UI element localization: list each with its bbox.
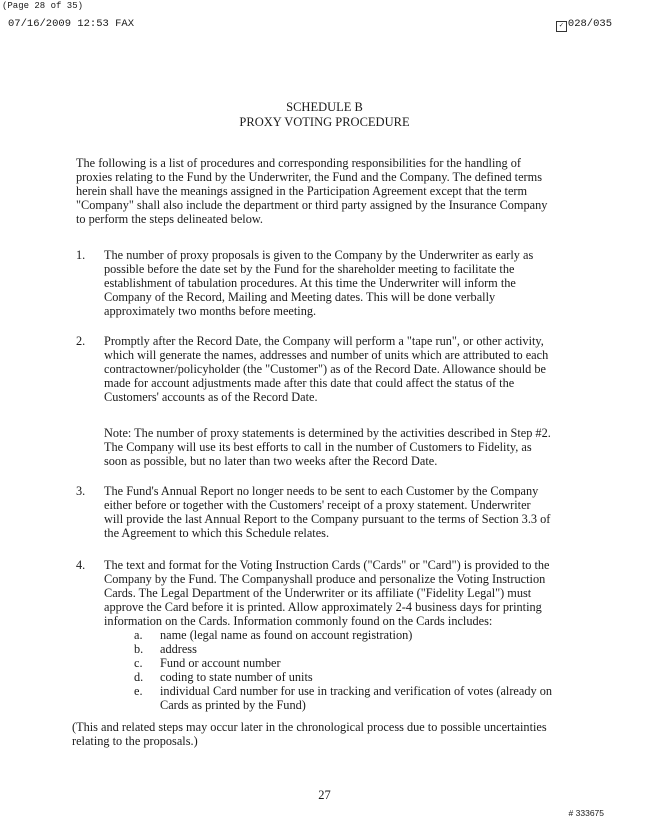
- sub-line: coding to state number of units: [160, 670, 313, 684]
- fax-datetime: 07/16/2009 12:53 FAX: [8, 18, 135, 30]
- item-line: Customers' accounts as of the Record Date.: [104, 390, 318, 404]
- intro-line: The following is a list of procedures and corresponding responsibilities for the handling of: [76, 156, 521, 170]
- note-line: Note: The number of proxy statements is determined by the activities described in Step #2.: [104, 426, 551, 440]
- item-line: possible before the date set by the Fund for the shareholder meeting to facilitate the: [104, 262, 515, 276]
- sub-letter: e.: [134, 684, 143, 698]
- sub-line: name (legal name as found on account registration): [160, 628, 413, 642]
- item-number: 2.: [76, 334, 86, 348]
- note-line: soon as possible, but no later than two weeks after the Record Date.: [104, 454, 438, 468]
- note-paragraph: [104, 426, 556, 468]
- sub-letter: d.: [134, 670, 144, 684]
- document-id: # 333675: [568, 808, 604, 818]
- sub-line: address: [160, 642, 197, 656]
- sub-letter: b.: [134, 642, 144, 656]
- item-line: which will generate the names, addresses and number of units which are attributed to each: [104, 348, 549, 362]
- closing-note: [72, 720, 556, 748]
- sub-line: Cards as printed by the Fund): [160, 698, 306, 712]
- item-line: contractowner/policyholder (the "Customer") as of the Record Date. Allowance should be: [104, 362, 547, 376]
- item-number: 1.: [76, 248, 86, 262]
- procedure-item-2: [76, 334, 556, 404]
- item-number: 4.: [76, 558, 86, 572]
- sub-letter: a.: [134, 628, 143, 642]
- item-line: information on the Cards. Information commonly found on the Cards includes:: [104, 614, 493, 628]
- item-line: Company of the Record, Mailing and Meeting dates. This will be done verbally: [104, 290, 496, 304]
- item-line: Company by the Fund. The Companyshall produce and personalize the Voting Instruction: [104, 572, 546, 586]
- title-line-2: PROXY VOTING PROCEDURE: [239, 115, 410, 129]
- item-line: The Fund's Annual Report no longer needs to be sent to each Customer by the Company: [104, 484, 539, 498]
- note-line: The Company will use its best efforts to call in the number of Customers to Fidelity, as: [104, 440, 532, 454]
- item-line: Cards. The Legal Department of the Underwriter or its affiliate ("Fidelity Legal") must: [104, 586, 532, 600]
- closing-line: relating to the proposals.): [72, 734, 198, 748]
- item-number: 3.: [76, 484, 86, 498]
- card-info-item-e: [134, 684, 556, 712]
- procedure-item-3: [76, 484, 556, 540]
- procedure-item-4: [76, 558, 556, 712]
- closing-line: (This and related steps may occur later in the chronological process due to possible uncertainties: [72, 720, 547, 734]
- schedule-title: [0, 100, 649, 130]
- intro-line: proxies relating to the Fund by the Underwriter, the Fund and the Company. The defined terms: [76, 170, 543, 184]
- intro-line: "Company" shall also include the department or third party assigned by the Insurance Company: [76, 198, 548, 212]
- card-info-item-b: [134, 642, 556, 656]
- card-info-item-c: [134, 656, 556, 670]
- card-info-item-a: [134, 628, 556, 642]
- page-number: 27: [318, 788, 331, 802]
- card-info-item-d: [134, 670, 556, 684]
- item-line: The number of proxy proposals is given to the Company by the Underwriter as early as: [104, 248, 534, 262]
- title-line-1: SCHEDULE B: [286, 100, 363, 114]
- intro-paragraph: [76, 156, 556, 226]
- sub-line: Fund or account number: [160, 656, 281, 670]
- item-line: either before or together with the Customers' receipt of a proxy statement. Underwriter: [104, 498, 531, 512]
- fax-page-icon: ✓: [556, 21, 567, 32]
- item-line: made for account adjustments made after this date that could affect the status of the: [104, 376, 515, 390]
- item-line: the Agreement to which this Schedule relates.: [104, 526, 330, 540]
- fax-page-counter: [556, 18, 612, 32]
- item-line: approve the Card before it is printed. Allow approximately 2-4 business days for printing: [104, 600, 542, 614]
- item-line: Promptly after the Record Date, the Company will perform a "tape run", or other activity,: [104, 334, 544, 348]
- sub-line: individual Card number for use in tracking and verification of votes (already on: [160, 684, 553, 698]
- sub-letter: c.: [134, 656, 143, 670]
- page-reference: (Page 28 of 35): [2, 1, 84, 11]
- item-line: will provide the last Annual Report to the Company pursuant to the terms of Section 3.3 of: [104, 512, 551, 526]
- intro-line: herein shall have the meanings assigned in the Participation Agreement except that the term: [76, 184, 528, 198]
- item-line: approximately two months before meeting.: [104, 304, 317, 318]
- procedure-item-1: [76, 248, 556, 318]
- item-line: establishment of tabulation procedures. At this time the Underwriter will inform the: [104, 276, 516, 290]
- intro-line: to perform the steps delineated below.: [76, 212, 264, 226]
- fax-page-number: 028/035: [567, 18, 612, 30]
- item-line: The text and format for the Voting Instruction Cards ("Cards" or "Card") is provided to the: [104, 558, 550, 572]
